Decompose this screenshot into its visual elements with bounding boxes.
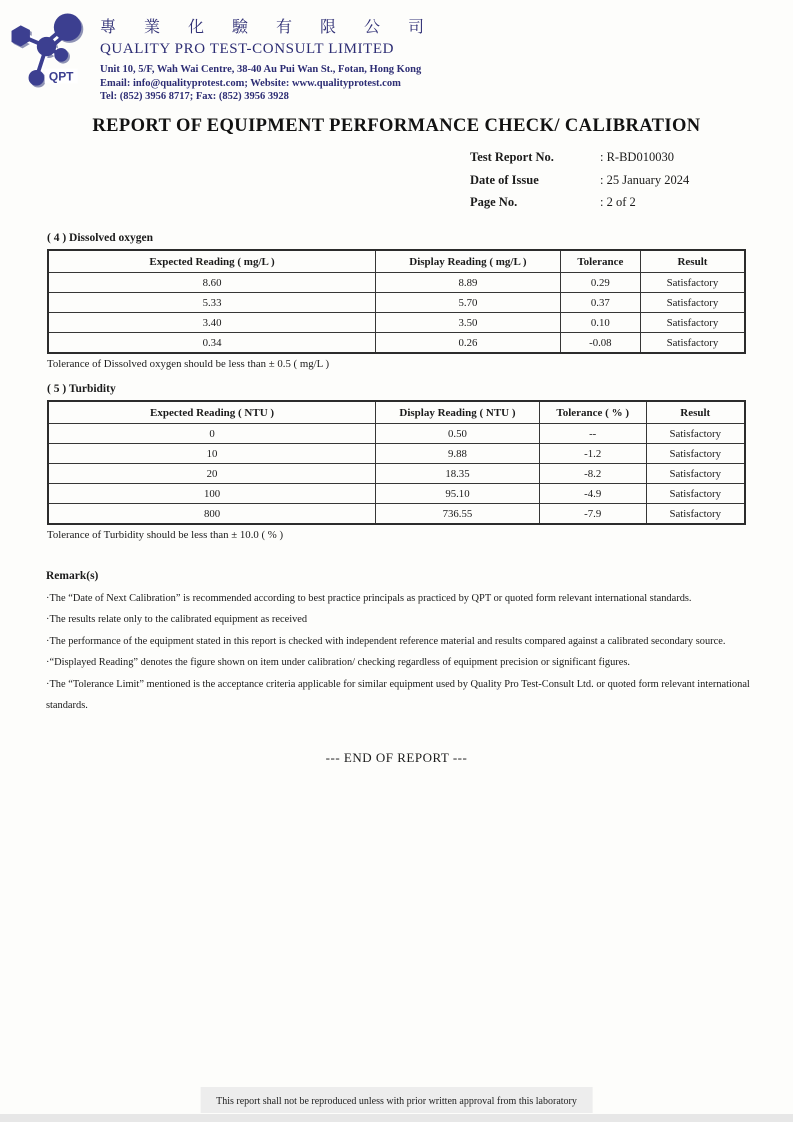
date-of-issue-value: : 25 January 2024: [600, 172, 690, 187]
remark-item: ·The performance of the equipment stated in this report is checked with independent reference material and results compared against a calibrated secondary source.: [46, 635, 726, 647]
footer-disclaimer-bar: [200, 1087, 593, 1113]
table-row: [48, 484, 745, 504]
company-name-english: QUALITY PRO TEST-CONSULT LIMITED: [100, 41, 395, 57]
report-title: REPORT OF EQUIPMENT PERFORMANCE CHECK/ CALIBRATION: [92, 116, 701, 136]
remark-item: ·The “Date of Next Calibration” is recommended according to best practice principals as practiced by QPT or quoted form relevant international standards.: [46, 592, 692, 604]
table-cell: 8.60: [48, 273, 376, 293]
company-tel-fax: Tel: (852) 3956 8717; Fax: (852) 3956 3928: [100, 91, 289, 102]
table-cell: 5.33: [48, 293, 376, 313]
table-cell: Satisfactory: [646, 484, 745, 504]
table-cell: Satisfactory: [646, 504, 745, 525]
table-row: [48, 464, 745, 484]
turbidity-table: [47, 400, 746, 525]
section-dissolved-oxygen: [47, 232, 746, 370]
table-row: [48, 313, 745, 333]
table-cell: 0.29: [560, 273, 640, 293]
table-cell: 736.55: [376, 504, 540, 525]
column-header: Result: [640, 250, 745, 273]
table-row: [48, 273, 745, 293]
table-header-row: [48, 250, 745, 273]
table-cell: 8.89: [376, 273, 561, 293]
company-email-website: Email: info@qualityprotest.com; Website: www.qualityprotest.com: [100, 77, 401, 89]
table-row: [48, 504, 745, 525]
logo-text: QPT: [48, 69, 74, 84]
table-header-row: [48, 401, 745, 424]
table-cell: 5.70: [376, 293, 561, 313]
table-cell: Satisfactory: [640, 293, 745, 313]
remark-item: ·The results relate only to the calibrated equipment as received: [46, 614, 308, 626]
column-header: Tolerance: [560, 250, 640, 273]
table-row: [48, 424, 745, 444]
table-row: [48, 293, 745, 313]
table-cell: 95.10: [376, 484, 540, 504]
remarks-list: [46, 588, 752, 718]
table-cell: -4.9: [539, 484, 646, 504]
table-cell: 3.40: [48, 313, 376, 333]
report-info-row: [470, 191, 689, 214]
section-heading: ( 4 ) Dissolved oxygen: [47, 232, 154, 244]
end-of-report: --- END OF REPORT ---: [325, 750, 468, 765]
section-heading: ( 5 ) Turbidity: [47, 383, 116, 395]
report-info-row: [470, 146, 689, 169]
page-no-label: Page No.: [470, 195, 518, 209]
remarks-heading: Remark(s): [46, 570, 99, 582]
column-header: Display Reading ( mg/L ): [376, 250, 561, 273]
table-cell: Satisfactory: [646, 424, 745, 444]
column-header: Expected Reading ( NTU ): [48, 401, 376, 424]
table-cell: 0: [48, 424, 376, 444]
remarks-section: [46, 566, 752, 717]
test-report-no-value: : R-BD010030: [600, 150, 674, 164]
report-info: [470, 146, 689, 214]
table-cell: 0.26: [376, 333, 561, 354]
remark-item: ·“Displayed Reading” denotes the figure shown on item under calibration/ checking regardless of equipment precision or significant figures.: [46, 657, 631, 669]
table-cell: 9.88: [376, 444, 540, 464]
column-header: Tolerance ( % ): [539, 401, 646, 424]
table-cell: 100: [48, 484, 376, 504]
table-cell: Satisfactory: [640, 313, 745, 333]
test-report-no-label: Test Report No.: [470, 150, 554, 164]
scan-edge-strip: [0, 1114, 793, 1122]
table-cell: Satisfactory: [646, 464, 745, 484]
table-cell: 800: [48, 504, 376, 525]
table-cell: -8.2: [539, 464, 646, 484]
column-header: Expected Reading ( mg/L ): [48, 250, 376, 273]
table-cell: Satisfactory: [646, 444, 745, 464]
section-turbidity: [47, 383, 746, 541]
table-cell: 20: [48, 464, 376, 484]
date-of-issue-label: Date of Issue: [470, 172, 539, 187]
company-name-chinese: 專 業 化 驗 有 限 公 司: [100, 19, 437, 36]
column-header: Result: [646, 401, 745, 424]
table-cell: Satisfactory: [640, 273, 745, 293]
company-address: Unit 10, 5/F, Wah Wai Centre, 38-40 Au Pui Wan St., Fotan, Hong Kong: [100, 64, 422, 75]
tolerance-note: Tolerance of Dissolved oxygen should be less than ± 0.5 ( mg/L ): [47, 358, 330, 370]
footer-disclaimer-text: This report shall not be reproduced unless with prior written approval from this laboratory: [216, 1096, 577, 1107]
tolerance-note: Tolerance of Turbidity should be less than ± 10.0 ( % ): [47, 529, 284, 541]
table-cell: 0.50: [376, 424, 540, 444]
table-cell: 0.37: [560, 293, 640, 313]
table-cell: -7.9: [539, 504, 646, 525]
table-row: [48, 333, 745, 354]
company-logo: [6, 6, 98, 100]
table-cell: --: [539, 424, 646, 444]
table-cell: 0.34: [48, 333, 376, 354]
report-info-row: [470, 169, 689, 192]
column-header: Display Reading ( NTU ): [376, 401, 540, 424]
table-cell: -0.08: [560, 333, 640, 354]
molecule-logo-icon: [6, 6, 98, 100]
table-row: [48, 444, 745, 464]
remark-item: ·The “Tolerance Limit” mentioned is the acceptance criteria applicable for similar equipment used by Quality Pro Test-Consult Ltd. or quoted form relevant international standards.: [46, 678, 750, 712]
table-cell: 0.10: [560, 313, 640, 333]
letterhead: [100, 12, 436, 104]
table-cell: 18.35: [376, 464, 540, 484]
dissolved-oxygen-table: [47, 249, 746, 354]
page-no-value: : 2 of 2: [600, 195, 636, 209]
table-cell: -1.2: [539, 444, 646, 464]
table-cell: 3.50: [376, 313, 561, 333]
table-cell: 10: [48, 444, 376, 464]
table-cell: Satisfactory: [640, 333, 745, 354]
